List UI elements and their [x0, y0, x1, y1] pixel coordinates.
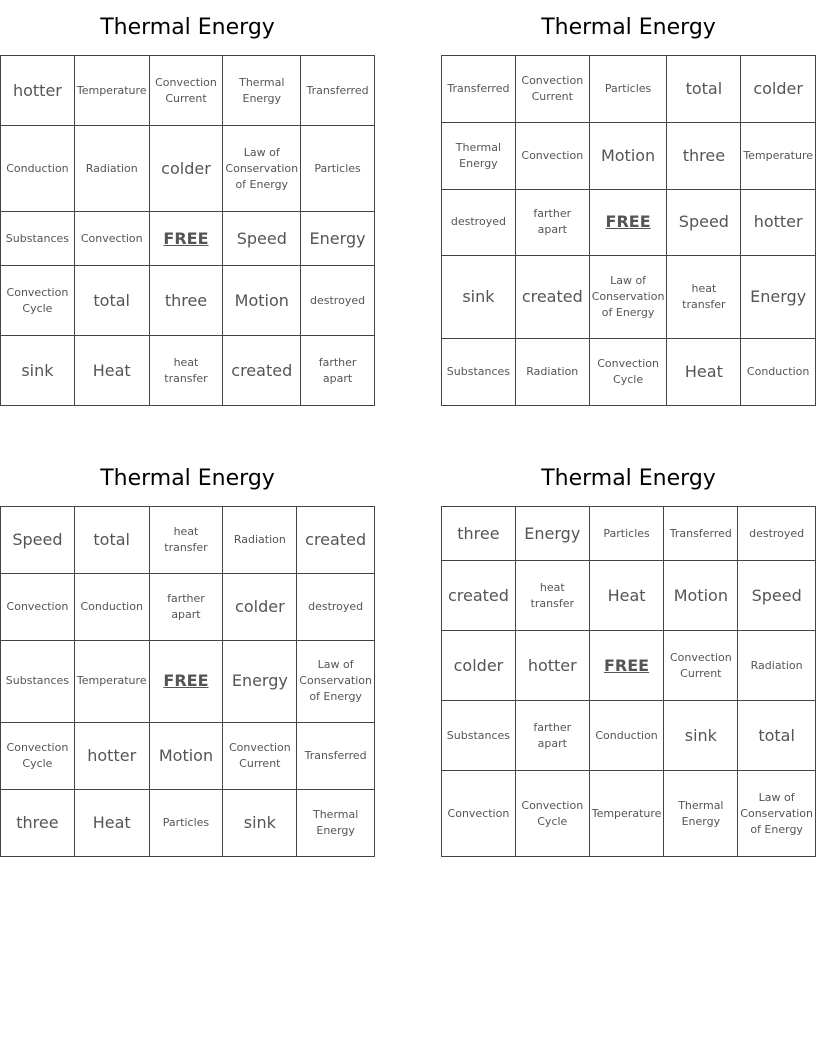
- bingo-cell: total: [75, 507, 150, 574]
- bingo-cell: created: [297, 507, 375, 574]
- free-space: FREE: [150, 641, 224, 724]
- bingo-cell: colder: [150, 126, 224, 212]
- bingo-cell: Particles: [590, 56, 668, 123]
- bingo-cell: colder: [442, 631, 516, 701]
- bingo-cell: Heat: [667, 339, 741, 406]
- bingo-cell: Convection Cycle: [1, 723, 75, 790]
- bingo-cell: created: [223, 336, 301, 406]
- bingo-cell: Motion: [150, 723, 224, 790]
- bingo-cell: Particles: [590, 507, 665, 561]
- bingo-cell: Convection: [442, 771, 516, 857]
- bingo-cell: Substances: [1, 212, 75, 266]
- card-title: Thermal Energy: [541, 466, 716, 491]
- bingo-cell: Transferred: [664, 507, 738, 561]
- bingo-cell: Convection Current: [664, 631, 738, 701]
- bingo-cell: total: [667, 56, 741, 123]
- bingo-cell: Motion: [664, 561, 738, 631]
- bingo-cell: Transferred: [442, 56, 516, 123]
- bingo-card-2: [441, 0, 816, 406]
- bingo-cell: Substances: [442, 339, 516, 406]
- bingo-cell: Convection: [75, 212, 150, 266]
- bingo-cell: heat transfer: [516, 561, 590, 631]
- bingo-cell: created: [442, 561, 516, 631]
- bingo-cell: Law of Conservation of Energy: [223, 126, 301, 212]
- bingo-cell: hotter: [1, 56, 75, 126]
- bingo-cell: Convection Cycle: [1, 266, 75, 336]
- bingo-cell: Transferred: [297, 723, 375, 790]
- card-title: Thermal Energy: [100, 15, 275, 40]
- bingo-cell: Energy: [223, 641, 297, 724]
- bingo-cell: Heat: [75, 790, 150, 857]
- bingo-cell: Convection Current: [150, 56, 224, 126]
- bingo-cell: Law of Conservation of Energy: [590, 256, 668, 339]
- bingo-cell: Law of Conservation of Energy: [297, 641, 375, 724]
- bingo-grid: [441, 506, 816, 857]
- bingo-cell: Conduction: [1, 126, 75, 212]
- bingo-cell: Law of Conservation of Energy: [738, 771, 816, 857]
- bingo-cell: Temperature: [75, 56, 150, 126]
- bingo-card-3: [0, 451, 375, 857]
- bingo-cell: Particles: [150, 790, 224, 857]
- bingo-cell: sink: [664, 701, 738, 771]
- bingo-cell: Radiation: [75, 126, 150, 212]
- bingo-cell: sink: [1, 336, 75, 406]
- bingo-cell: Energy: [301, 212, 375, 266]
- bingo-cell: Thermal Energy: [223, 56, 301, 126]
- bingo-cell: total: [75, 266, 150, 336]
- bingo-cell: Convection: [1, 574, 75, 641]
- bingo-cell: sink: [442, 256, 516, 339]
- bingo-cell: three: [1, 790, 75, 857]
- bingo-cell: farther apart: [301, 336, 375, 406]
- bingo-cell: Heat: [590, 561, 665, 631]
- bingo-cell: three: [442, 507, 516, 561]
- bingo-cell: sink: [223, 790, 297, 857]
- bingo-cell: three: [150, 266, 224, 336]
- bingo-cell: Radiation: [738, 631, 816, 701]
- bingo-cell: heat transfer: [667, 256, 741, 339]
- bingo-cell: Temperature: [590, 771, 665, 857]
- bingo-cell: three: [667, 123, 741, 190]
- bingo-cell: Transferred: [301, 56, 375, 126]
- bingo-cell: colder: [223, 574, 297, 641]
- bingo-cell: Particles: [301, 126, 375, 212]
- bingo-cell: Motion: [223, 266, 301, 336]
- bingo-cell: heat transfer: [150, 507, 224, 574]
- free-space: FREE: [590, 190, 668, 257]
- bingo-cell: Heat: [75, 336, 150, 406]
- bingo-cell: hotter: [741, 190, 816, 257]
- bingo-cell: hotter: [75, 723, 150, 790]
- bingo-cell: Speed: [667, 190, 741, 257]
- bingo-cell: Radiation: [223, 507, 297, 574]
- bingo-card-4: [441, 451, 816, 857]
- bingo-cell: Radiation: [516, 339, 590, 406]
- card-title: Thermal Energy: [100, 466, 275, 491]
- bingo-cell: Substances: [1, 641, 75, 724]
- bingo-cell: heat transfer: [150, 336, 224, 406]
- bingo-cell: Convection: [516, 123, 590, 190]
- bingo-cell: Temperature: [741, 123, 816, 190]
- bingo-cell: farther apart: [150, 574, 224, 641]
- free-space: FREE: [590, 631, 665, 701]
- bingo-cell: Speed: [223, 212, 301, 266]
- bingo-cell: Thermal Energy: [442, 123, 516, 190]
- bingo-cell: destroyed: [442, 190, 516, 257]
- bingo-cell: Temperature: [75, 641, 150, 724]
- bingo-cell: Conduction: [75, 574, 150, 641]
- bingo-cell: Motion: [590, 123, 668, 190]
- bingo-cell: Conduction: [741, 339, 816, 406]
- bingo-cell: farther apart: [516, 701, 590, 771]
- bingo-cell: destroyed: [297, 574, 375, 641]
- bingo-grid: [441, 55, 816, 406]
- free-space: FREE: [150, 212, 224, 266]
- card-title: Thermal Energy: [541, 15, 716, 40]
- bingo-cell: Energy: [741, 256, 816, 339]
- bingo-cell: Convection Current: [223, 723, 297, 790]
- bingo-cell: farther apart: [516, 190, 590, 257]
- bingo-cell: Speed: [738, 561, 816, 631]
- bingo-cell: Convection Cycle: [590, 339, 668, 406]
- bingo-cell: total: [738, 701, 816, 771]
- bingo-cell: destroyed: [301, 266, 375, 336]
- bingo-cell: hotter: [516, 631, 590, 701]
- bingo-card-1: [0, 0, 375, 406]
- bingo-cell: Thermal Energy: [664, 771, 738, 857]
- bingo-cell: Substances: [442, 701, 516, 771]
- bingo-cell: Conduction: [590, 701, 665, 771]
- bingo-cell: colder: [741, 56, 816, 123]
- bingo-grid: [0, 506, 375, 857]
- bingo-cell: Convection Current: [516, 56, 590, 123]
- bingo-cell: Convection Cycle: [516, 771, 590, 857]
- bingo-cell: Speed: [1, 507, 75, 574]
- bingo-cell: Thermal Energy: [297, 790, 375, 857]
- bingo-cell: destroyed: [738, 507, 816, 561]
- bingo-grid: [0, 55, 375, 406]
- bingo-cell: Energy: [516, 507, 590, 561]
- bingo-cell: created: [516, 256, 590, 339]
